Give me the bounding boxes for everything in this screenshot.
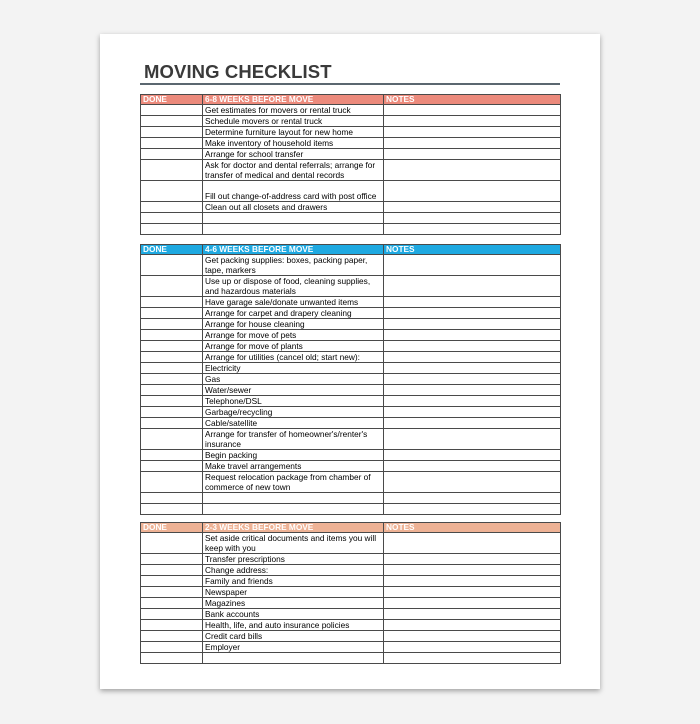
done-cell[interactable] xyxy=(141,105,203,116)
notes-cell[interactable] xyxy=(384,609,561,620)
table-row xyxy=(141,653,561,664)
notes-cell[interactable] xyxy=(384,472,561,493)
notes-cell[interactable] xyxy=(384,429,561,450)
task-cell: Have garage sale/donate unwanted items xyxy=(203,297,384,308)
period-column-header: 6-8 WEEKS BEFORE MOVE xyxy=(203,95,384,105)
task-cell: Arrange for transfer of homeowner's/renter's insurance xyxy=(203,429,384,450)
page-title: MOVING CHECKLIST xyxy=(144,61,332,82)
task-cell: Make travel arrangements xyxy=(203,461,384,472)
notes-cell[interactable] xyxy=(384,116,561,127)
notes-cell[interactable] xyxy=(384,587,561,598)
table-row xyxy=(141,255,561,276)
section-header-row xyxy=(141,245,561,255)
done-cell[interactable] xyxy=(141,116,203,127)
notes-cell[interactable] xyxy=(384,385,561,396)
task-cell: Schedule movers or rental truck xyxy=(203,116,384,127)
notes-cell[interactable] xyxy=(384,105,561,116)
task-cell: Health, life, and auto insurance policies xyxy=(203,620,384,631)
notes-cell[interactable] xyxy=(384,352,561,363)
done-cell[interactable] xyxy=(141,418,203,429)
task-cell: Get estimates for movers or rental truck xyxy=(203,105,384,116)
table-row xyxy=(141,297,561,308)
done-cell[interactable] xyxy=(141,504,203,515)
table-row xyxy=(141,504,561,515)
table-row xyxy=(141,276,561,297)
table-row xyxy=(141,319,561,330)
notes-cell[interactable] xyxy=(384,127,561,138)
done-cell[interactable] xyxy=(141,609,203,620)
task-cell[interactable] xyxy=(203,224,384,235)
table-row xyxy=(141,202,561,213)
task-cell: Family and friends xyxy=(203,576,384,587)
notes-column-header: NOTES xyxy=(384,95,561,105)
notes-cell[interactable] xyxy=(384,138,561,149)
done-column-header: DONE xyxy=(141,523,203,533)
task-cell: Clean out all closets and drawers xyxy=(203,202,384,213)
done-cell[interactable] xyxy=(141,127,203,138)
notes-cell[interactable] xyxy=(384,642,561,653)
done-cell[interactable] xyxy=(141,653,203,664)
task-cell: Garbage/recycling xyxy=(203,407,384,418)
task-cell: Employer xyxy=(203,642,384,653)
notes-cell[interactable] xyxy=(384,202,561,213)
done-cell[interactable] xyxy=(141,554,203,565)
notes-cell[interactable] xyxy=(384,554,561,565)
task-cell: Arrange for carpet and drapery cleaning xyxy=(203,308,384,319)
checklist-page xyxy=(100,34,600,689)
done-cell[interactable] xyxy=(141,565,203,576)
done-cell[interactable] xyxy=(141,631,203,642)
table-row xyxy=(141,587,561,598)
done-cell[interactable] xyxy=(141,396,203,407)
done-cell[interactable] xyxy=(141,450,203,461)
table-row xyxy=(141,631,561,642)
notes-cell[interactable] xyxy=(384,224,561,235)
task-cell: Transfer prescriptions xyxy=(203,554,384,565)
table-row xyxy=(141,407,561,418)
notes-cell[interactable] xyxy=(384,533,561,554)
notes-cell[interactable] xyxy=(384,631,561,642)
period-column-header: 4-6 WEEKS BEFORE MOVE xyxy=(203,245,384,255)
notes-cell[interactable] xyxy=(384,341,561,352)
done-cell[interactable] xyxy=(141,255,203,276)
notes-cell[interactable] xyxy=(384,363,561,374)
done-cell[interactable] xyxy=(141,160,203,181)
section-header-row xyxy=(141,523,561,533)
done-cell[interactable] xyxy=(141,319,203,330)
done-cell[interactable] xyxy=(141,407,203,418)
done-cell[interactable] xyxy=(141,341,203,352)
notes-cell[interactable] xyxy=(384,149,561,160)
notes-cell[interactable] xyxy=(384,418,561,429)
notes-cell[interactable] xyxy=(384,374,561,385)
section-6-8-weeks-table xyxy=(140,94,561,235)
task-cell: Newspaper xyxy=(203,587,384,598)
done-cell[interactable] xyxy=(141,429,203,450)
table-row xyxy=(141,609,561,620)
table-row xyxy=(141,620,561,631)
section-header-row xyxy=(141,95,561,105)
notes-cell[interactable] xyxy=(384,213,561,224)
done-cell[interactable] xyxy=(141,149,203,160)
task-cell: Request relocation package from chamber of commerce of new town xyxy=(203,472,384,493)
done-cell[interactable] xyxy=(141,374,203,385)
task-cell: Water/sewer xyxy=(203,385,384,396)
table-row xyxy=(141,472,561,493)
table-row xyxy=(141,308,561,319)
notes-cell[interactable] xyxy=(384,181,561,202)
notes-cell[interactable] xyxy=(384,396,561,407)
notes-cell[interactable] xyxy=(384,276,561,297)
done-cell[interactable] xyxy=(141,224,203,235)
task-cell: Determine furniture layout for new home xyxy=(203,127,384,138)
task-cell: Change address: xyxy=(203,565,384,576)
table-row xyxy=(141,642,561,653)
table-row xyxy=(141,576,561,587)
notes-cell[interactable] xyxy=(384,319,561,330)
done-cell[interactable] xyxy=(141,363,203,374)
done-cell[interactable] xyxy=(141,576,203,587)
table-row xyxy=(141,374,561,385)
task-cell: Magazines xyxy=(203,598,384,609)
done-cell[interactable] xyxy=(141,213,203,224)
task-cell: Credit card bills xyxy=(203,631,384,642)
done-cell[interactable] xyxy=(141,352,203,363)
task-cell: Telephone/DSL xyxy=(203,396,384,407)
done-cell[interactable] xyxy=(141,472,203,493)
task-cell: Set aside critical documents and items you will keep with you xyxy=(203,533,384,554)
table-row xyxy=(141,181,561,202)
task-cell: Fill out change-of-address card with post office xyxy=(203,181,384,202)
section-4-6-weeks-table xyxy=(140,244,561,515)
table-row xyxy=(141,385,561,396)
task-cell: Arrange for school transfer xyxy=(203,149,384,160)
notes-cell[interactable] xyxy=(384,598,561,609)
table-row xyxy=(141,149,561,160)
table-row xyxy=(141,554,561,565)
notes-cell[interactable] xyxy=(384,461,561,472)
task-cell: Electricity xyxy=(203,363,384,374)
task-cell: Arrange for house cleaning xyxy=(203,319,384,330)
task-cell: Bank accounts xyxy=(203,609,384,620)
notes-cell[interactable] xyxy=(384,297,561,308)
table-row xyxy=(141,598,561,609)
task-cell: Make inventory of household items xyxy=(203,138,384,149)
done-cell[interactable] xyxy=(141,620,203,631)
done-cell[interactable] xyxy=(141,138,203,149)
table-row xyxy=(141,418,561,429)
done-cell[interactable] xyxy=(141,202,203,213)
done-cell[interactable] xyxy=(141,493,203,504)
table-row xyxy=(141,396,561,407)
task-cell: Cable/satellite xyxy=(203,418,384,429)
task-cell[interactable] xyxy=(203,493,384,504)
task-cell: Use up or dispose of food, cleaning supplies, and hazardous materials xyxy=(203,276,384,297)
table-row xyxy=(141,116,561,127)
table-row xyxy=(141,160,561,181)
table-row xyxy=(141,493,561,504)
notes-cell[interactable] xyxy=(384,330,561,341)
done-cell[interactable] xyxy=(141,276,203,297)
notes-column-header: NOTES xyxy=(384,245,561,255)
notes-cell[interactable] xyxy=(384,504,561,515)
done-cell[interactable] xyxy=(141,308,203,319)
task-cell[interactable] xyxy=(203,213,384,224)
done-column-header: DONE xyxy=(141,95,203,105)
task-cell: Arrange for utilities (cancel old; start new): xyxy=(203,352,384,363)
title-rule xyxy=(140,83,560,85)
notes-cell[interactable] xyxy=(384,565,561,576)
notes-cell[interactable] xyxy=(384,407,561,418)
table-row xyxy=(141,352,561,363)
table-row xyxy=(141,450,561,461)
table-row xyxy=(141,105,561,116)
table-row xyxy=(141,461,561,472)
table-row xyxy=(141,565,561,576)
table-row xyxy=(141,341,561,352)
done-cell[interactable] xyxy=(141,598,203,609)
task-cell: Begin packing xyxy=(203,450,384,461)
done-column-header: DONE xyxy=(141,245,203,255)
table-row xyxy=(141,363,561,374)
task-cell: Get packing supplies: boxes, packing paper, tape, markers xyxy=(203,255,384,276)
table-row xyxy=(141,330,561,341)
done-cell[interactable] xyxy=(141,533,203,554)
done-cell[interactable] xyxy=(141,297,203,308)
done-cell[interactable] xyxy=(141,181,203,202)
notes-cell[interactable] xyxy=(384,160,561,181)
table-row xyxy=(141,127,561,138)
task-cell[interactable] xyxy=(203,653,384,664)
notes-cell[interactable] xyxy=(384,450,561,461)
table-row xyxy=(141,533,561,554)
notes-cell[interactable] xyxy=(384,308,561,319)
notes-cell[interactable] xyxy=(384,255,561,276)
done-cell[interactable] xyxy=(141,330,203,341)
table-row xyxy=(141,224,561,235)
task-cell: Ask for doctor and dental referrals; arrange for transfer of medical and dental records xyxy=(203,160,384,181)
table-row xyxy=(141,138,561,149)
table-row xyxy=(141,429,561,450)
table-row xyxy=(141,213,561,224)
task-cell: Gas xyxy=(203,374,384,385)
notes-cell[interactable] xyxy=(384,493,561,504)
notes-cell[interactable] xyxy=(384,576,561,587)
section-2-3-weeks-table xyxy=(140,522,561,664)
notes-cell[interactable] xyxy=(384,620,561,631)
task-cell: Arrange for move of pets xyxy=(203,330,384,341)
period-column-header: 2-3 WEEKS BEFORE MOVE xyxy=(203,523,384,533)
done-cell[interactable] xyxy=(141,385,203,396)
notes-cell[interactable] xyxy=(384,653,561,664)
done-cell[interactable] xyxy=(141,461,203,472)
done-cell[interactable] xyxy=(141,642,203,653)
done-cell[interactable] xyxy=(141,587,203,598)
notes-column-header: NOTES xyxy=(384,523,561,533)
task-cell: Arrange for move of plants xyxy=(203,341,384,352)
task-cell[interactable] xyxy=(203,504,384,515)
